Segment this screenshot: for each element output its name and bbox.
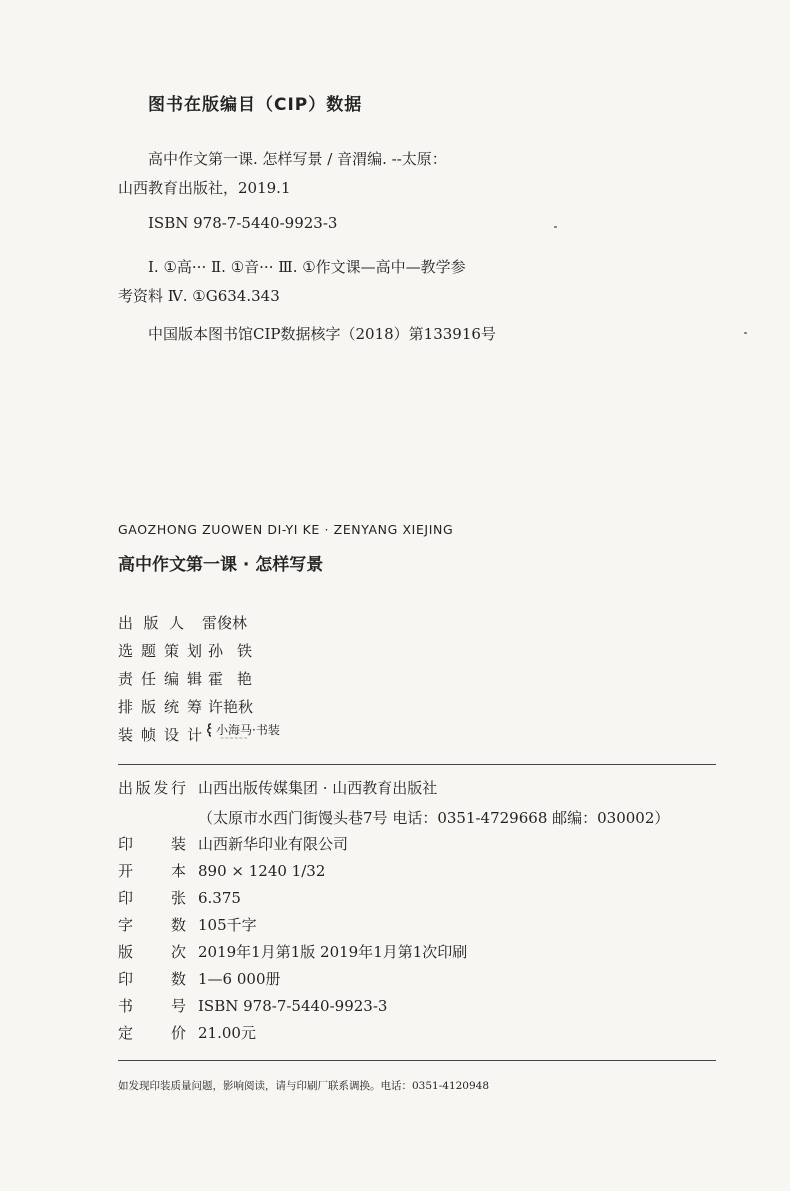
spec-row-sheets (118, 887, 241, 908)
spec-label: 字数 (118, 916, 186, 934)
spec-row-wordcount (118, 914, 257, 935)
credit-value: 雷俊林 (202, 614, 248, 632)
divider-bottom (118, 1060, 716, 1061)
logo-subtext: ~~~~~~ (220, 736, 249, 742)
paper-speck (744, 332, 747, 334)
designer-logo (206, 721, 280, 742)
spec-row-edition (118, 941, 467, 962)
spec-row-printing (118, 833, 348, 854)
publisher-label: 出版发行 (118, 779, 186, 797)
spec-label: 版次 (118, 943, 186, 961)
cip-isbn: ISBN 978-7-5440-9923-3 (148, 214, 338, 232)
credit-label: 出版人 (118, 614, 184, 632)
spec-value: ISBN 978-7-5440-9923-3 (198, 997, 388, 1015)
publisher-row (118, 777, 437, 798)
credit-design (118, 724, 202, 745)
spec-value: 6.375 (198, 889, 241, 907)
spec-value: 21.00元 (198, 1024, 256, 1042)
spec-label: 定价 (118, 1024, 186, 1042)
cip-title: 图书在版编目（CIP）数据 (148, 95, 363, 115)
cip-classification-2: 考资料 Ⅳ. ①G634.343 (118, 287, 280, 305)
credit-publisher (118, 612, 247, 633)
book-title: 高中作文第一课 · 怎样写景 (118, 555, 324, 575)
cip-record-number: 中国版本图书馆CIP数据核字（2018）第133916号 (148, 325, 496, 343)
seahorse-icon (206, 723, 214, 737)
spec-row-printrun (118, 968, 281, 989)
credit-value: 霍艳 (208, 670, 267, 688)
spec-row-isbn (118, 995, 387, 1016)
paper-speck (554, 226, 557, 228)
spec-label: 开本 (118, 862, 186, 880)
credit-editor (118, 668, 266, 689)
credit-label: 排版统筹 (118, 698, 202, 716)
spec-row-price (118, 1022, 256, 1043)
divider-top (118, 764, 716, 765)
spec-value: 890 × 1240 1/32 (198, 862, 326, 880)
spec-value: 1—6 000册 (198, 970, 281, 988)
spec-value: 2019年1月第1版 2019年1月第1次印刷 (198, 943, 468, 961)
publisher-address: （太原市水西门街馒头巷7号 电话：0351-4729668 邮编：030002） (198, 809, 670, 827)
spec-value: 山西新华印业有限公司 (198, 835, 349, 853)
credit-label: 选题策划 (118, 642, 202, 660)
footer-notice: 如发现印装质量问题，影响阅读，请与印刷厂联系调换。电话：0351-4120948 (118, 1080, 490, 1092)
credit-typesetting (118, 696, 253, 717)
spec-label: 书号 (118, 997, 186, 1015)
book-pinyin-title: GAOZHONG ZUOWEN DI-YI KE · ZENYANG XIEJING (118, 522, 454, 537)
spec-label: 印张 (118, 889, 186, 907)
spec-row-format (118, 860, 325, 881)
credit-label: 装帧设计 (118, 726, 202, 744)
spec-value: 105千字 (198, 916, 257, 934)
cip-classification-1: Ⅰ. ①高··· Ⅱ. ①音··· Ⅲ. ①作文课—高中—教学参 (148, 258, 466, 276)
spec-label: 印数 (118, 970, 186, 988)
publisher-value: 山西出版传媒集团 · 山西教育出版社 (198, 779, 438, 797)
logo-text: 小海马·书装 (216, 723, 280, 737)
cip-line-2: 山西教育出版社，2019.1 (118, 179, 291, 197)
spec-label: 印装 (118, 835, 186, 853)
credit-value: 许艳秋 (208, 698, 254, 716)
credit-value: 孙铁 (208, 642, 267, 660)
cip-line-1: 高中作文第一课. 怎样写景 / 音渭编. --太原： (148, 150, 447, 168)
credit-planner (118, 640, 266, 661)
credit-label: 责任编辑 (118, 670, 202, 688)
